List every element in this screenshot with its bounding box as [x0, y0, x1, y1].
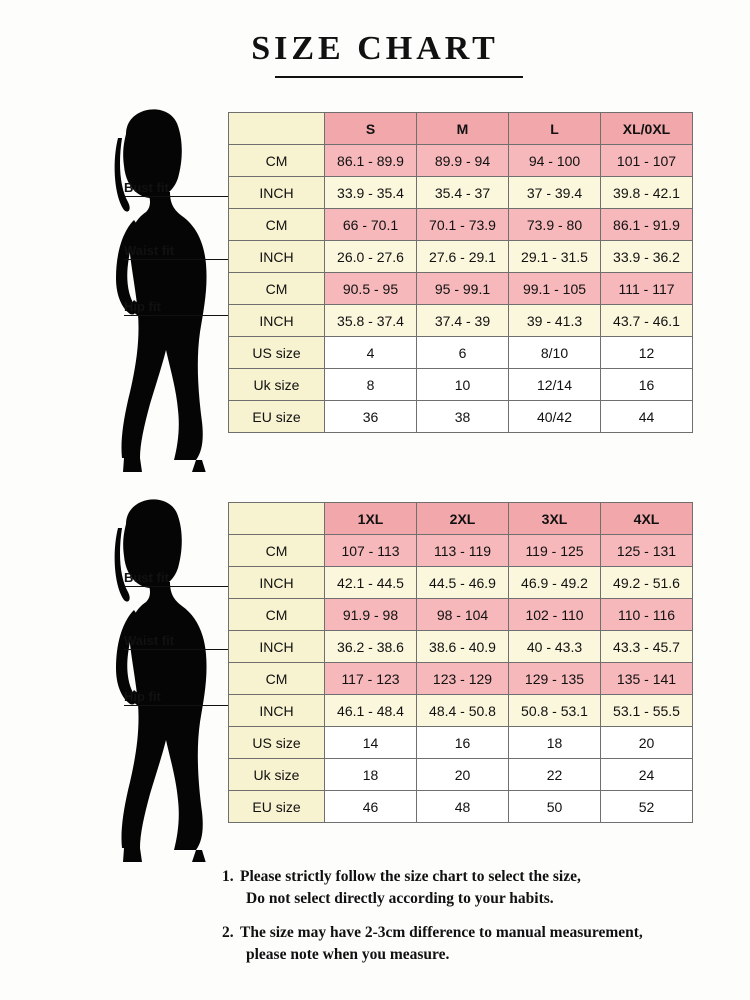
table-row: [229, 759, 693, 791]
table-row: [229, 145, 693, 177]
cell: 43.3 - 45.7: [601, 631, 693, 663]
cell: 52: [601, 791, 693, 823]
table-row: [229, 209, 693, 241]
table-row: [229, 535, 693, 567]
row-label-waist-inch: INCH: [229, 631, 325, 663]
cell: 39 - 41.3: [509, 305, 601, 337]
table-row: [229, 599, 693, 631]
table-corner-cell: [229, 503, 325, 535]
note-line-2: please note when you measure.: [246, 946, 450, 964]
note-item: [222, 922, 738, 967]
cell: 40/42: [509, 401, 601, 433]
row-label-hip-inch: INCH: [229, 695, 325, 727]
row-label-uk-size: Uk size: [229, 369, 325, 401]
note-number: 1.: [222, 868, 234, 885]
hip-fit-label-bottom: Hip fit: [124, 689, 161, 704]
cell: 8: [325, 369, 417, 401]
cell: 38.6 - 40.9: [417, 631, 509, 663]
table-row: [229, 695, 693, 727]
row-label-us-size: US size: [229, 727, 325, 759]
column-header-s: S: [325, 113, 417, 145]
bust-fit-label-top: Bust fit: [124, 180, 169, 195]
column-header-xl: XL/0XL: [601, 113, 693, 145]
bust-leader-bottom: [124, 586, 230, 587]
row-label-eu-size: EU size: [229, 791, 325, 823]
cell: 18: [509, 727, 601, 759]
table-row: [229, 369, 693, 401]
cell: 42.1 - 44.5: [325, 567, 417, 599]
table-row: [229, 177, 693, 209]
row-label-waist-cm: CM: [229, 209, 325, 241]
note-number: 2.: [222, 923, 234, 941]
row-label-us-size: US size: [229, 337, 325, 369]
bust-fit-label-bottom: Bust fit: [124, 570, 169, 585]
cell: 44: [601, 401, 693, 433]
table-row: [229, 727, 693, 759]
cell: 46.1 - 48.4: [325, 695, 417, 727]
column-header-m: M: [417, 113, 509, 145]
waist-fit-label-bottom: Waist fit: [124, 633, 175, 648]
cell: 101 - 107: [601, 145, 693, 177]
cell: 49.2 - 51.6: [601, 567, 693, 599]
table-row: [229, 663, 693, 695]
cell: 35.8 - 37.4: [325, 305, 417, 337]
cell: 43.7 - 46.1: [601, 305, 693, 337]
row-label-bust-cm: CM: [229, 145, 325, 177]
hip-leader-bottom: [124, 705, 230, 706]
cell: 37 - 39.4: [509, 177, 601, 209]
table-row: [229, 401, 693, 433]
column-header-3xl: 3XL: [509, 503, 601, 535]
cell: 73.9 - 80: [509, 209, 601, 241]
cell: 107 - 113: [325, 535, 417, 567]
cell: 38: [417, 401, 509, 433]
table-row: [229, 791, 693, 823]
cell: 135 - 141: [601, 663, 693, 695]
cell: 12/14: [509, 369, 601, 401]
female-silhouette-bottom: [78, 482, 238, 862]
note-item: [222, 866, 738, 911]
cell: 94 - 100: [509, 145, 601, 177]
cell: 20: [417, 759, 509, 791]
title-underline: [275, 76, 523, 78]
cell: 37.4 - 39: [417, 305, 509, 337]
cell: 18: [325, 759, 417, 791]
cell: 91.9 - 98: [325, 599, 417, 631]
row-label-bust-inch: INCH: [229, 177, 325, 209]
bust-leader-top: [124, 196, 230, 197]
female-silhouette-top: [78, 92, 238, 472]
cell: 86.1 - 89.9: [325, 145, 417, 177]
hip-leader-top: [124, 315, 230, 316]
cell: 36: [325, 401, 417, 433]
cell: 117 - 123: [325, 663, 417, 695]
cell: 29.1 - 31.5: [509, 241, 601, 273]
cell: 48.4 - 50.8: [417, 695, 509, 727]
column-header-1xl: 1XL: [325, 503, 417, 535]
size-table-plus: [228, 502, 693, 823]
table-header-row: [229, 503, 693, 535]
table-row: [229, 631, 693, 663]
cell: 26.0 - 27.6: [325, 241, 417, 273]
cell: 70.1 - 73.9: [417, 209, 509, 241]
cell: 40 - 43.3: [509, 631, 601, 663]
cell: 35.4 - 37: [417, 177, 509, 209]
row-label-waist-cm: CM: [229, 599, 325, 631]
cell: 50: [509, 791, 601, 823]
cell: 53.1 - 55.5: [601, 695, 693, 727]
waist-fit-label-top: Waist fit: [124, 243, 175, 258]
size-table-standard: [228, 112, 693, 433]
cell: 14: [325, 727, 417, 759]
cell: 90.5 - 95: [325, 273, 417, 305]
cell: 113 - 119: [417, 535, 509, 567]
cell: 4: [325, 337, 417, 369]
waist-leader-bottom: [124, 649, 230, 650]
table-row: [229, 305, 693, 337]
cell: 102 - 110: [509, 599, 601, 631]
row-label-bust-cm: CM: [229, 535, 325, 567]
cell: 39.8 - 42.1: [601, 177, 693, 209]
column-header-l: L: [509, 113, 601, 145]
cell: 46.9 - 49.2: [509, 567, 601, 599]
cell: 27.6 - 29.1: [417, 241, 509, 273]
cell: 66 - 70.1: [325, 209, 417, 241]
cell: 110 - 116: [601, 599, 693, 631]
row-label-bust-inch: INCH: [229, 567, 325, 599]
cell: 125 - 131: [601, 535, 693, 567]
cell: 8/10: [509, 337, 601, 369]
cell: 119 - 125: [509, 535, 601, 567]
column-header-4xl: 4XL: [601, 503, 693, 535]
cell: 33.9 - 36.2: [601, 241, 693, 273]
table-row: [229, 273, 693, 305]
cell: 22: [509, 759, 601, 791]
cell: 12: [601, 337, 693, 369]
table-row: [229, 567, 693, 599]
column-header-2xl: 2XL: [417, 503, 509, 535]
cell: 50.8 - 53.1: [509, 695, 601, 727]
row-label-hip-cm: CM: [229, 273, 325, 305]
cell: 10: [417, 369, 509, 401]
table-header-row: [229, 113, 693, 145]
cell: 33.9 - 35.4: [325, 177, 417, 209]
note-line-2: Do not select directly according to your habits.: [246, 890, 554, 908]
cell: 6: [417, 337, 509, 369]
cell: 20: [601, 727, 693, 759]
row-label-hip-cm: CM: [229, 663, 325, 695]
cell: 95 - 99.1: [417, 273, 509, 305]
page-title: SIZE CHART: [251, 30, 499, 67]
cell: 99.1 - 105: [509, 273, 601, 305]
row-label-waist-inch: INCH: [229, 241, 325, 273]
waist-leader-top: [124, 259, 230, 260]
row-label-eu-size: EU size: [229, 401, 325, 433]
cell: 48: [417, 791, 509, 823]
cell: 98 - 104: [417, 599, 509, 631]
cell: 86.1 - 91.9: [601, 209, 693, 241]
cell: 44.5 - 46.9: [417, 567, 509, 599]
cell: 16: [601, 369, 693, 401]
hip-fit-label-top: Hip fit: [124, 299, 161, 314]
note-line-1: Please strictly follow the size chart to select the size,: [240, 868, 581, 885]
cell: 46: [325, 791, 417, 823]
cell: 111 - 117: [601, 273, 693, 305]
row-label-uk-size: Uk size: [229, 759, 325, 791]
table-row: [229, 241, 693, 273]
table-row: [229, 337, 693, 369]
notes-section: [222, 866, 738, 978]
note-line-1: The size may have 2-3cm difference to manual measurement,: [240, 923, 643, 941]
cell: 36.2 - 38.6: [325, 631, 417, 663]
row-label-hip-inch: INCH: [229, 305, 325, 337]
cell: 16: [417, 727, 509, 759]
cell: 123 - 129: [417, 663, 509, 695]
cell: 24: [601, 759, 693, 791]
cell: 129 - 135: [509, 663, 601, 695]
table-corner-cell: [229, 113, 325, 145]
cell: 89.9 - 94: [417, 145, 509, 177]
